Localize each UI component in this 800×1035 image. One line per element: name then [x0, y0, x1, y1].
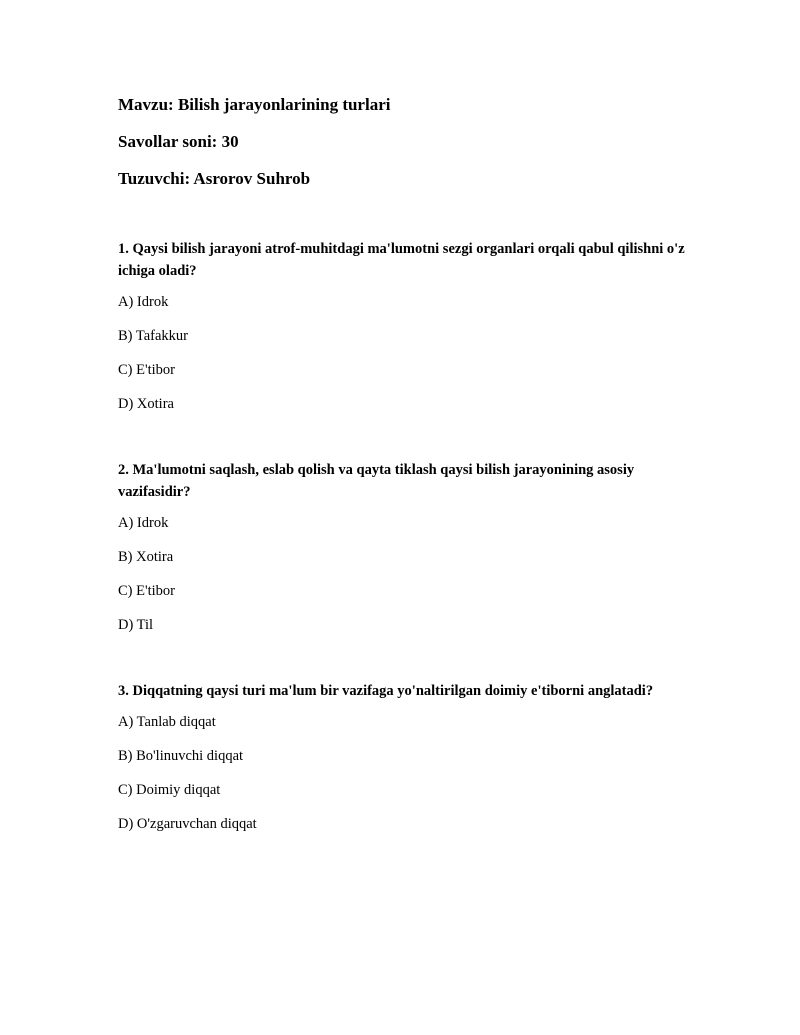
option-b: B) Xotira [118, 549, 174, 565]
option-d: D) O'zgaruvchan diqqat [118, 816, 257, 832]
option-a: A) Tanlab diqqat [118, 714, 216, 730]
question-text: 1. Qaysi bilish jarayoni atrof-muhitdagi ma'lumotni sezgi organlari orqali qabul qilishni o'z ichiga oladi? [118, 241, 685, 279]
option-d: D) Xotira [118, 396, 174, 412]
option-a: A) Idrok [118, 294, 169, 310]
question-text: 3. Diqqatning qaysi turi ma'lum bir vazifaga yo'naltirilgan doimiy e'tiborni anglatadi? [118, 683, 654, 699]
document-page [118, 94, 698, 833]
option-c: C) Doimiy diqqat [118, 782, 221, 798]
option-c: C) E'tibor [118, 362, 175, 378]
question-count: Savollar soni: 30 [118, 132, 239, 151]
question-1 [118, 238, 698, 413]
question-3 [118, 680, 698, 833]
option-a: A) Idrok [118, 515, 169, 531]
option-b: B) Tafakkur [118, 328, 188, 344]
option-d: D) Til [118, 617, 154, 633]
question-text: 2. Ma'lumotni saqlash, eslab qolish va qayta tiklash qaysi bilish jarayonining asosiy vazifasidir? [118, 462, 635, 500]
question-2 [118, 459, 698, 634]
option-b: B) Bo'linuvchi diqqat [118, 748, 244, 764]
topic-heading: Mavzu: Bilish jarayonlarining turlari [118, 95, 391, 114]
option-c: C) E'tibor [118, 583, 175, 599]
author-line: Tuzuvchi: Asrorov Suhrob [118, 169, 311, 188]
